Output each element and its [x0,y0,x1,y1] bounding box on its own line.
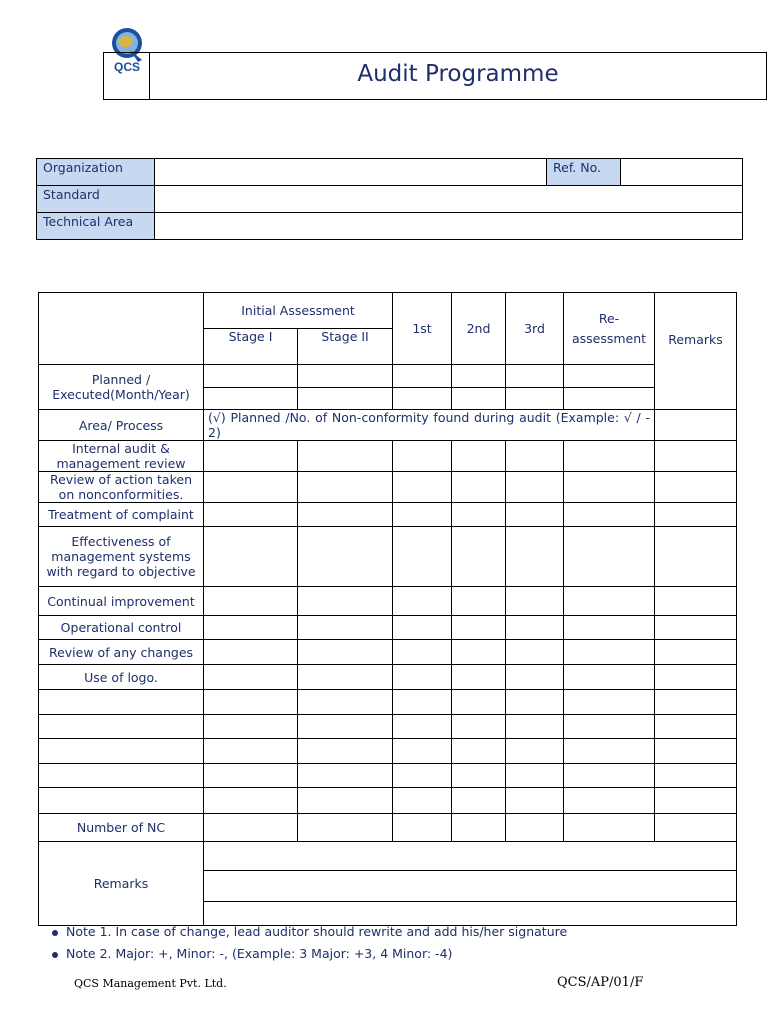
cell[interactable] [204,665,298,690]
cell[interactable] [393,739,452,764]
stage2-header: Stage II [298,329,393,365]
ref-no-label: Ref. No. [547,159,621,186]
cell[interactable] [564,503,655,527]
cell[interactable] [393,587,452,616]
cell[interactable] [506,665,564,690]
cell[interactable] [204,764,298,788]
cell[interactable] [393,527,452,587]
planned-executed-label: Planned / Executed(Month/Year) [39,365,204,410]
cell[interactable] [298,788,393,814]
cell[interactable] [452,503,506,527]
note-1 [52,924,567,939]
cell[interactable] [298,441,393,472]
cell[interactable] [564,665,655,690]
cell[interactable] [564,388,655,410]
table-row [39,587,737,616]
row-label: Operational control [39,616,204,640]
cell[interactable] [393,503,452,527]
cell[interactable] [204,365,298,388]
corner-cell [39,293,204,365]
cell[interactable] [204,739,298,764]
cell[interactable] [506,764,564,788]
remarks-line[interactable] [204,842,737,871]
cell[interactable] [393,388,452,410]
cell[interactable] [204,441,298,472]
footer-doc-code: QCS/AP/01/F [557,975,644,990]
cell[interactable] [655,587,737,616]
row-label: Effectiveness of management systems with regard to objective [39,527,204,587]
cell[interactable] [204,587,298,616]
cell[interactable] [564,739,655,764]
cell[interactable] [298,690,393,715]
cell[interactable] [298,814,393,842]
cell[interactable] [655,764,737,788]
area-process-row [39,410,737,441]
row-label[interactable] [39,739,204,764]
row-label: Review of any changes [39,640,204,665]
cell[interactable] [393,472,452,503]
third-surveillance-header: 3rd [506,293,564,365]
cell[interactable] [655,739,737,764]
remarks-column-header: Remarks [655,293,737,410]
table-row [39,640,737,665]
table-row [39,739,737,764]
cell[interactable] [452,616,506,640]
page-title: Audit Programme [357,61,559,87]
cell[interactable] [452,715,506,739]
cell[interactable] [298,503,393,527]
bullet-icon [52,952,58,958]
cell[interactable] [506,441,564,472]
cell[interactable] [204,715,298,739]
cell[interactable] [452,365,506,388]
cell[interactable] [506,814,564,842]
cell[interactable] [452,640,506,665]
cell[interactable] [452,739,506,764]
cell[interactable] [655,616,737,640]
cell[interactable] [298,616,393,640]
row-label: Review of action taken on nonconformities. [39,472,204,503]
cell[interactable] [204,690,298,715]
table-row [39,616,737,640]
table-row [39,715,737,739]
cell[interactable] [393,764,452,788]
first-surveillance-header: 1st [393,293,452,365]
footer-company: QCS Management Pvt. Ltd. [74,977,227,990]
organization-label: Organization [37,159,155,186]
cell[interactable] [204,388,298,410]
cell[interactable] [655,640,737,665]
cell[interactable] [298,764,393,788]
cell[interactable] [655,814,737,842]
title-box [103,52,767,100]
cell[interactable] [655,690,737,715]
cell[interactable] [452,441,506,472]
table-row [39,527,737,587]
cell[interactable] [452,788,506,814]
area-process-label: Area/ Process [39,410,204,441]
cell[interactable] [506,739,564,764]
cell[interactable] [506,472,564,503]
remarks-row-label: Remarks [39,842,204,926]
planned-row-a [39,365,737,388]
cell[interactable] [452,665,506,690]
cell[interactable] [655,527,737,587]
cell[interactable] [298,472,393,503]
table-row [39,503,737,527]
reassessment-label: Re-assessment [571,310,647,346]
cell[interactable] [452,814,506,842]
audit-table [38,292,737,926]
technical-area-field[interactable] [155,213,743,240]
cell[interactable] [564,365,655,388]
cell[interactable] [298,365,393,388]
standard-label: Standard [37,186,155,213]
cell[interactable] [506,788,564,814]
cell[interactable] [655,503,737,527]
cell[interactable] [298,665,393,690]
row-label[interactable] [39,788,204,814]
cell[interactable] [655,410,737,441]
technical-area-label: Technical Area [37,213,155,240]
cell[interactable] [564,764,655,788]
cell[interactable] [393,616,452,640]
header-row-1 [39,293,737,329]
reassessment-header [564,293,655,365]
cell[interactable] [393,715,452,739]
cell[interactable] [506,527,564,587]
cell[interactable] [393,441,452,472]
cell[interactable] [655,788,737,814]
cell[interactable] [506,690,564,715]
note-1-text: Note 1. In case of change, lead auditor should rewrite and add his/her signature [66,924,568,939]
info-table [36,158,743,240]
row-label[interactable] [39,764,204,788]
cell[interactable] [506,365,564,388]
cell[interactable] [452,472,506,503]
initial-assessment-header: Initial Assessment [204,293,393,329]
cell[interactable] [204,640,298,665]
cell[interactable] [564,587,655,616]
cell[interactable] [506,616,564,640]
table-row [39,764,737,788]
cell[interactable] [506,388,564,410]
row-label: Treatment of complaint [39,503,204,527]
cell[interactable] [393,788,452,814]
number-nc-row [39,814,737,842]
row-label: Use of logo. [39,665,204,690]
row-label: Continual improvement [39,587,204,616]
ref-no-field[interactable] [621,159,743,186]
cell[interactable] [564,715,655,739]
cell[interactable] [564,814,655,842]
table-row [39,690,737,715]
cell[interactable] [655,441,737,472]
standard-field[interactable] [155,186,743,213]
cell[interactable] [204,503,298,527]
cell[interactable] [564,788,655,814]
cell[interactable] [655,665,737,690]
cell[interactable] [564,640,655,665]
row-label: Internal audit & management review [39,441,204,472]
note-2-text: Note 2. Major: +, Minor: -, (Example: 3 Major: +3, 4 Minor: -4) [66,946,453,961]
cell[interactable] [506,715,564,739]
cell[interactable] [204,527,298,587]
cell[interactable] [452,388,506,410]
cell[interactable] [506,503,564,527]
cell[interactable] [298,640,393,665]
cell[interactable] [564,616,655,640]
remarks-row [39,842,737,871]
table-row [39,441,737,472]
cell[interactable] [204,814,298,842]
organization-field[interactable] [155,159,547,186]
row-label[interactable] [39,715,204,739]
cell[interactable] [564,690,655,715]
cell[interactable] [298,587,393,616]
technical-area-row [37,213,743,240]
cell[interactable] [204,616,298,640]
cell[interactable] [506,587,564,616]
cell[interactable] [452,587,506,616]
logo-text: QCS [113,60,141,74]
cell[interactable] [393,365,452,388]
table-row [39,472,737,503]
cell[interactable] [393,640,452,665]
cell[interactable] [452,690,506,715]
cell[interactable] [204,472,298,503]
remarks-line[interactable] [204,902,737,926]
cell[interactable] [393,690,452,715]
cell[interactable] [564,527,655,587]
standard-row [37,186,743,213]
table-row [39,665,737,690]
remarks-line[interactable] [204,871,737,902]
cell[interactable] [655,472,737,503]
cell[interactable] [204,788,298,814]
number-nc-label: Number of NC [39,814,204,842]
cell[interactable] [506,640,564,665]
cell[interactable] [298,527,393,587]
cell[interactable] [393,814,452,842]
table-row [39,788,737,814]
cell[interactable] [564,441,655,472]
cell[interactable] [564,472,655,503]
cell[interactable] [393,665,452,690]
cell[interactable] [655,715,737,739]
cell[interactable] [452,764,506,788]
stage1-header: Stage I [204,329,298,365]
area-process-note: (√) Planned /No. of Non-conformity found during audit (Example: √ / - 2) [204,410,655,441]
second-surveillance-header: 2nd [452,293,506,365]
cell[interactable] [452,527,506,587]
organization-row [37,159,743,186]
row-label[interactable] [39,690,204,715]
note-2 [52,946,452,961]
cell[interactable] [298,715,393,739]
cell[interactable] [298,388,393,410]
cell[interactable] [298,739,393,764]
bullet-icon [52,930,58,936]
